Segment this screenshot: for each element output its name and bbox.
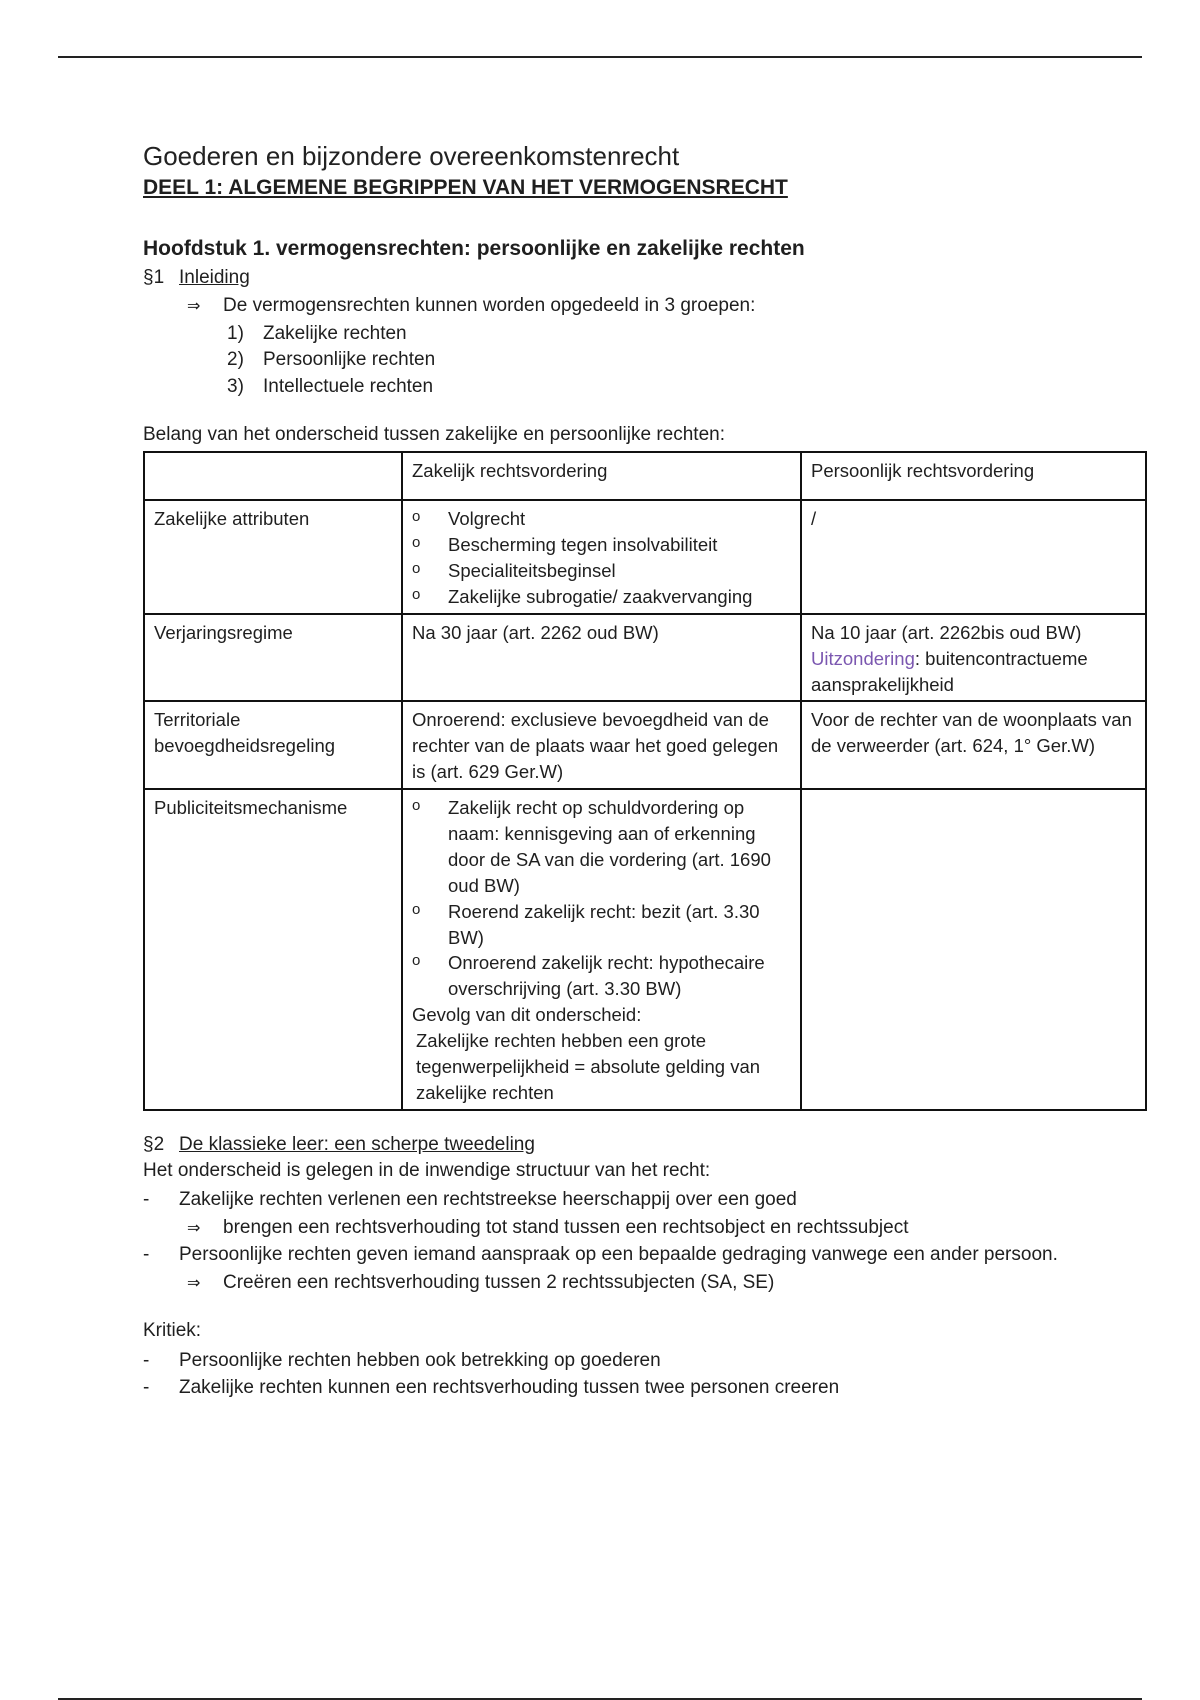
list-item: - Persoonlijke rechten geven iemand aanspraak op een bepaalde gedraging vanwege een ander persoon. [143,1241,1143,1269]
bullet-icon: o [412,534,421,552]
bullet-icon: o [412,797,421,815]
list-item: 2) Persoonlijke rechten [227,349,436,371]
row-real-cell: Onroerend: exclusieve bevoegdheid van de rechter van de plaats waar het goed gelegen is (art. 629 Ger.W) [402,701,801,789]
list-item: - Zakelijke rechten kunnen een rechtsverhouding tussen twee personen creeren [143,1374,1143,1402]
attributes-list [412,506,791,610]
header-cell-empty [144,452,402,500]
dash-icon: - [143,1349,150,1371]
dash-icon: - [143,1244,150,1266]
row-real-cell: Na 30 jaar (art. 2262 oud BW) [402,614,801,702]
list-item: o Volgrecht [412,508,526,530]
section-title: Inleiding [179,267,250,289]
section-2-intro: Het onderscheid is gelegen in de inwendige structuur van het recht: [143,1159,711,1181]
bullet-icon: o [412,560,421,578]
section-1-heading [143,266,1143,291]
exception-label: Uitzondering [811,647,915,669]
list-item: o Zakelijke subrogatie/ zaakvervanging [412,585,753,607]
row-real-cell [402,500,801,614]
row-label: Zakelijke attributen [144,500,402,614]
list-item: 3) Intellectuele rechten [227,375,434,397]
dash-icon: - [143,1377,150,1399]
dash-icon: - [143,1189,150,1211]
list-item: - Zakelijke rechten verlenen een rechtstreekse heerschappij over een goed [143,1186,1143,1214]
header-cell-personal: Persoonlijk rechtsvordering [801,452,1146,500]
sub-point: ⇒ brengen een rechtsverhouding tot stand tussen een rechtsobject en rechtssubject [187,1214,1143,1242]
critique-list [143,1347,1143,1402]
list-item: o Onroerend zakelijk recht: hypothecaire overschrijving (art. 3.30 BW) [412,952,765,1000]
list-item: - Persoonlijke rechten hebben ook betrekking op goederen [143,1347,1143,1375]
critique-heading: Kritiek: [143,1320,202,1342]
groups-lead-text: De vermogensrechten kunnen worden opgedeeld in 3 groepen: [223,295,756,317]
chapter-title: Hoofdstuk 1. vermogensrechten: persoonlijke en zakelijke rechten [143,237,805,261]
row-personal-cell: Voor de rechter van de woonplaats van de verweerder (art. 624, 1° Ger.W) [801,701,1146,789]
arrow-icon: ⇒ [187,298,201,316]
table-row [144,500,1146,614]
row-label: Verjaringsregime [144,614,402,702]
table-intro: Belang van het onderscheid tussen zakelijke en persoonlijke rechten: [143,423,725,445]
row-personal-cell: Na 10 jaar (art. 2262bis oud BW) Uitzondering: buitencontractueme aansprakelijkheid [801,614,1146,702]
row-real-cell [402,789,801,1110]
publicity-list [412,795,791,1002]
header-cell-real: Zakelijk rechtsvordering [402,452,801,500]
header-rule [58,56,1142,58]
table-row [144,614,1146,702]
document-page [143,140,1143,1402]
comparison-table [143,451,1147,1111]
section-number: §1 [143,267,165,289]
list-item: o Specialiteitsbeginsel [412,560,616,582]
list-item: o Zakelijk recht op schuldvordering op naam: kennisgeving aan of erkenning door de SA van die vordering (art. 1690 oud BW) [412,797,771,896]
doctrine-list [143,1186,1143,1214]
section-title: De klassieke leer: een scherpe tweedeling [179,1133,535,1155]
section-2-heading [143,1133,1143,1158]
bullet-icon: o [412,585,421,603]
part-title: DEEL 1: ALGEMENE BEGRIPPEN VAN HET VERMOGENSRECHT [143,175,788,199]
section-number: §2 [143,1133,165,1155]
consequence-heading: Gevolg van dit onderscheid: [412,1004,642,1026]
row-label: Territoriale bevoegdheidsregeling [144,701,402,789]
table-row [144,789,1146,1110]
table-header-row [144,452,1146,500]
list-item: 1) Zakelijke rechten [227,322,407,344]
groups-list [143,321,1143,401]
list-item: o Roerend zakelijk recht: bezit (art. 3.30 BW) [412,900,760,948]
consequence-text: Zakelijke rechten hebben een grote tegenwerpelijkheid = absolute gelding van zakelijke rechten [416,1030,761,1103]
row-personal-cell: / [801,500,1146,614]
row-label: Publiciteitsmechanisme [144,789,402,1110]
bullet-icon: o [412,952,421,970]
list-item: o Bescherming tegen insolvabiliteit [412,534,718,556]
arrow-icon: ⇒ [187,1219,201,1237]
bullet-icon: o [412,508,421,526]
row-personal-cell [801,789,1146,1110]
arrow-icon: ⇒ [187,1274,201,1292]
document-title: Goederen en bijzondere overeenkomstenrecht [143,141,680,171]
table-row [144,701,1146,789]
groups-lead [187,293,1143,319]
doctrine-list [143,1241,1143,1269]
bullet-icon: o [412,900,421,918]
sub-point: ⇒ Creëren een rechtsverhouding tussen 2 rechtssubjecten (SA, SE) [187,1269,1143,1297]
